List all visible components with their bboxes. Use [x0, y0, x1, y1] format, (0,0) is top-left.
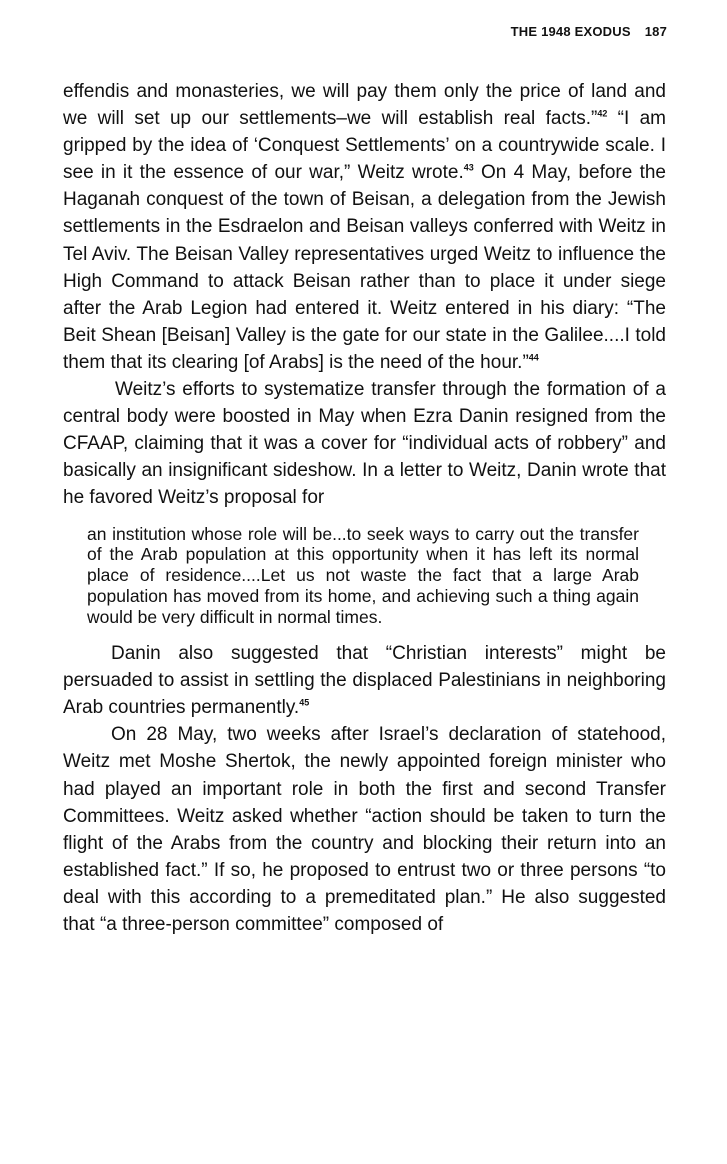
running-head: [511, 24, 667, 39]
paragraph-1-text-b: “I am gripped by the idea of ‘Conquest Settlements’ on a countrywide scale. I see in it the essence of our war,” Weitz wrote.: [63, 108, 666, 184]
footnote-ref-43: 43: [463, 162, 474, 173]
block-quote: [87, 524, 639, 629]
page-number: 187: [644, 24, 667, 39]
block-quote-text: an institution whose role will be...to seek ways to carry out the transfer of the Arab population at this opportunity when it has left its normal place of residence....Let us not waste the fact that a large Arab population has moved from its home, and achieving such a thing again would be very difficult in normal times.: [87, 523, 639, 628]
paragraph-1-text-a: effendis and monasteries, we will pay them only the price of land and we will set up our settlements–we will establish real facts.”: [63, 81, 666, 130]
footnote-ref-45: 45: [299, 697, 310, 708]
paragraph-4-text: On 28 May, two weeks after Israel’s declaration of statehood, Weitz met Moshe Shertok, the newly appointed foreign minister who had played an important role in both the first and second Transfer Committees. Weitz asked whether “action should be taken to turn the flight of the Arabs from the country and blocking their return into an established fact.” If so, he proposed to entrust two or three persons “to deal with this according to a premeditated plan.” He also suggested that “a three-person committee” composed of: [63, 724, 666, 935]
paragraph-2: [63, 376, 666, 511]
paragraph-2-text: Weitz’s efforts to systematize transfer through the formation of a central body were boosted in May when Ezra Danin resigned from the CFAAP, claiming that it was a cover for “individual acts of robbery” and basically an insignificant sideshow. In a letter to Weitz, Danin wrote that he favored Weitz’s proposal for: [63, 379, 666, 509]
running-head-title: THE 1948 EXODUS: [510, 24, 631, 39]
paragraph-1: [63, 78, 666, 376]
footnote-ref-44: 44: [528, 352, 539, 363]
paragraph-1-text-c: On 4 May, before the Haganah conquest of the town of Beisan, a delegation from the Jewish settlements in the Esdraelon and Beisan valleys conferred with Weitz in Tel Aviv. The Beisan Valley representatives urged Weitz to influence the High Command to attack Beisan rather than to place it under siege after the Arab Legion had entered it. Weitz entered in his diary: “The Beit Shean [Beisan] Valley is the gate for our state in the Galilee....I told them that its clearing [of Arabs] is the need of the hour.”: [63, 162, 666, 373]
footnote-ref-42: 42: [597, 108, 608, 119]
paragraph-4: [63, 721, 666, 938]
paragraph-3-text: Danin also suggested that “Christian interests” might be persuaded to assist in settling the displaced Palestinians in neighboring Arab countries permanently.: [63, 643, 666, 719]
paragraph-3: [63, 640, 666, 721]
body-text: [63, 78, 666, 938]
